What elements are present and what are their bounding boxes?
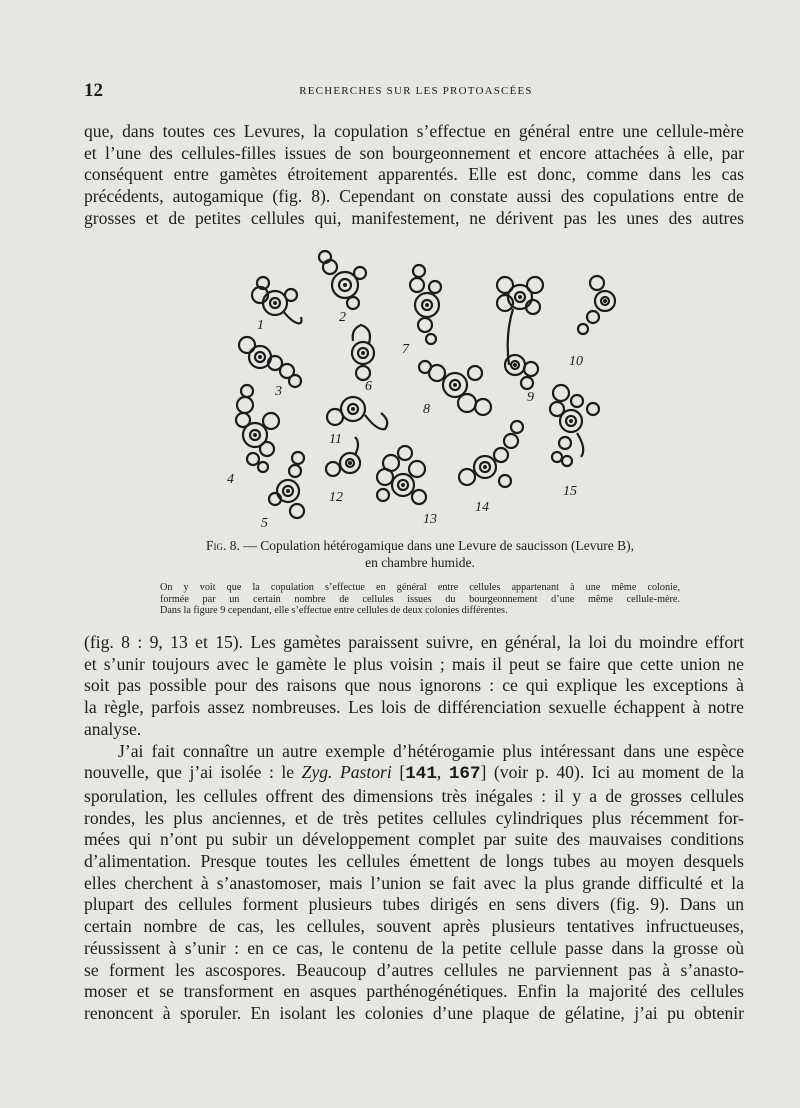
cell-colony-6 bbox=[352, 325, 374, 380]
figure-label: 14 bbox=[475, 500, 489, 515]
cell-colony-2 bbox=[319, 251, 366, 309]
figure-label: 2 bbox=[339, 310, 346, 325]
cell-colony-11 bbox=[327, 397, 387, 429]
text-line: se forment les ascospores. Beaucoup d’autres cellules ne parviennent pas à s’anasto- bbox=[84, 959, 744, 980]
text-line: et l’une des cellules-filles issues de son bourgeonnement et encore attachées à elle, par bbox=[84, 142, 744, 163]
text-line: conséquent entre gamètes étroitement apparentés. Elle est donc, comme dans les cas bbox=[84, 164, 744, 185]
caption-title bbox=[150, 537, 690, 554]
caption-title-text: — Copulation hétérogamique dans une Levure de saucisson (Levure B), bbox=[243, 538, 634, 553]
text-fragment: ] (voir p. 40). Ici au moment de la bbox=[480, 762, 745, 783]
figure-legend bbox=[160, 582, 680, 617]
figure-label: 3 bbox=[275, 384, 282, 399]
text-line: renoncent à sporuler. En isolant les colonies d’une plaque de gélatine, j’ai pu obtenir bbox=[84, 1002, 744, 1023]
page-number: 12 bbox=[84, 80, 103, 101]
text-line: soit pas possible pour des raisons que nous ignorons : ce qui explique les exceptions à bbox=[84, 675, 744, 696]
text-line: sporulation, les cellules offrent des dimensions très inégales : il y a de grosses cellules bbox=[84, 785, 744, 806]
cell-colony-1 bbox=[252, 277, 302, 323]
cell-colony-13 bbox=[377, 446, 426, 504]
figure-label: 12 bbox=[329, 490, 343, 505]
cell-colony-4 bbox=[236, 385, 279, 472]
caption-title-line2: en chambre humide. bbox=[365, 555, 475, 570]
text-line: plupart des cellules forment plusieurs tubes dirigés en sens divers (fig. 9). Dans un bbox=[84, 894, 744, 915]
figure-8-illustration bbox=[205, 245, 645, 535]
text-line: analyse. bbox=[84, 718, 142, 739]
text-line: que, dans toutes ces Levures, la copulation s’effectue en général entre une cellule-mère bbox=[84, 121, 744, 141]
text-fragment: nouvelle, que j’ai isolée : le bbox=[84, 762, 302, 783]
text-line: moser et se transforment en asques parthénogénétiques. Enfin la majorité des cellules bbox=[84, 981, 744, 1002]
cell-colony-10 bbox=[578, 276, 615, 334]
cell-colony-15 bbox=[550, 385, 599, 466]
text-line bbox=[84, 762, 744, 786]
species-name: Zyg. Pastori bbox=[301, 762, 392, 783]
figure-label: 13 bbox=[423, 512, 437, 527]
text-line: mées qui n’ont pu subir un développement complet par suite des mauvaises conditions bbox=[84, 829, 744, 850]
legend-line: formée par un certain nombre de cellules issues du bourgeonnement d’une même cellule-mère. bbox=[160, 593, 680, 605]
figure-label: 5 bbox=[261, 516, 268, 531]
text-line: J’ai fait connaître un autre exemple d’hétérogamie plus intéressant dans une espèce bbox=[118, 740, 744, 761]
cell-colony-7 bbox=[410, 265, 441, 344]
text-line: réussissent à s’unir : en ce cas, le contenu de la petite cellule passe dans la grosse où bbox=[84, 937, 744, 958]
cell-colony-9 bbox=[497, 277, 543, 389]
reference-number: 167 bbox=[448, 764, 481, 785]
figure-label: 11 bbox=[329, 432, 342, 447]
text-fragment: [ bbox=[391, 762, 406, 783]
text-line: précédents, autogamique (fig. 8). Cependant on constate aussi des copulations entre de bbox=[84, 186, 744, 207]
text-line: rondes, les plus anciennes, et de très petites cellules cylindriques plus récemment for- bbox=[84, 807, 744, 828]
text-line: elles cherchent à s’anastomoser, mais l’union se fait avec la plus grande difficulté et la bbox=[84, 872, 744, 893]
paragraph-2 bbox=[84, 632, 744, 1025]
text-line: d’alimentation. Presque toutes les cellules émettent de longs tubes au moyen desquels bbox=[84, 851, 744, 872]
text-line: (fig. 8 : 9, 13 et 15). Les gamètes paraissent suivre, en général, la loi du moindre effort bbox=[84, 632, 744, 652]
legend-line: Dans la figure 9 cependant, elle s’effectue entre cellules de deux colonies différentes. bbox=[160, 605, 508, 616]
cell-colony-5 bbox=[269, 452, 304, 518]
yeast-copulation-drawing bbox=[205, 245, 645, 535]
text-line: certain nombre de cas, les cellules, souvent après plusieurs tentatives infructueuses, bbox=[84, 916, 744, 937]
figure-label: 4 bbox=[227, 472, 234, 487]
reference-number: 141 bbox=[405, 764, 437, 785]
figure-label: 8 bbox=[423, 402, 430, 417]
cell-colony-3 bbox=[239, 337, 301, 387]
figure-label: 10 bbox=[569, 354, 583, 369]
figure-label: 9 bbox=[527, 390, 534, 405]
text-line: la règle, parfois assez nombreuses. Les lois de différenciation sexuelle échappent à notre bbox=[84, 697, 744, 718]
figure-label: 7 bbox=[402, 342, 409, 357]
paragraph-1 bbox=[84, 121, 744, 230]
figure-caption bbox=[150, 537, 690, 571]
figure-label: 1 bbox=[257, 318, 264, 333]
legend-line: On y voit que la copulation s’effectue en général entre cellules appartenant à une même colonie, bbox=[160, 582, 680, 593]
figure-label: 6 bbox=[365, 379, 372, 394]
figure-number: Fig. 8. bbox=[206, 538, 240, 553]
text-fragment: , bbox=[436, 762, 449, 783]
page-header bbox=[84, 80, 748, 104]
figure-label: 15 bbox=[563, 484, 577, 499]
text-line: grosses et de petites cellules qui, manifestement, ne dérivent pas les unes des autres bbox=[84, 207, 744, 228]
text-line: et s’unir toujours avec le gamète le plus voisin ; mais il peut se faire que cette union ne bbox=[84, 653, 744, 674]
cell-colony-14 bbox=[459, 421, 523, 487]
running-title: RECHERCHES SUR LES PROTOASCÉES bbox=[299, 85, 533, 97]
